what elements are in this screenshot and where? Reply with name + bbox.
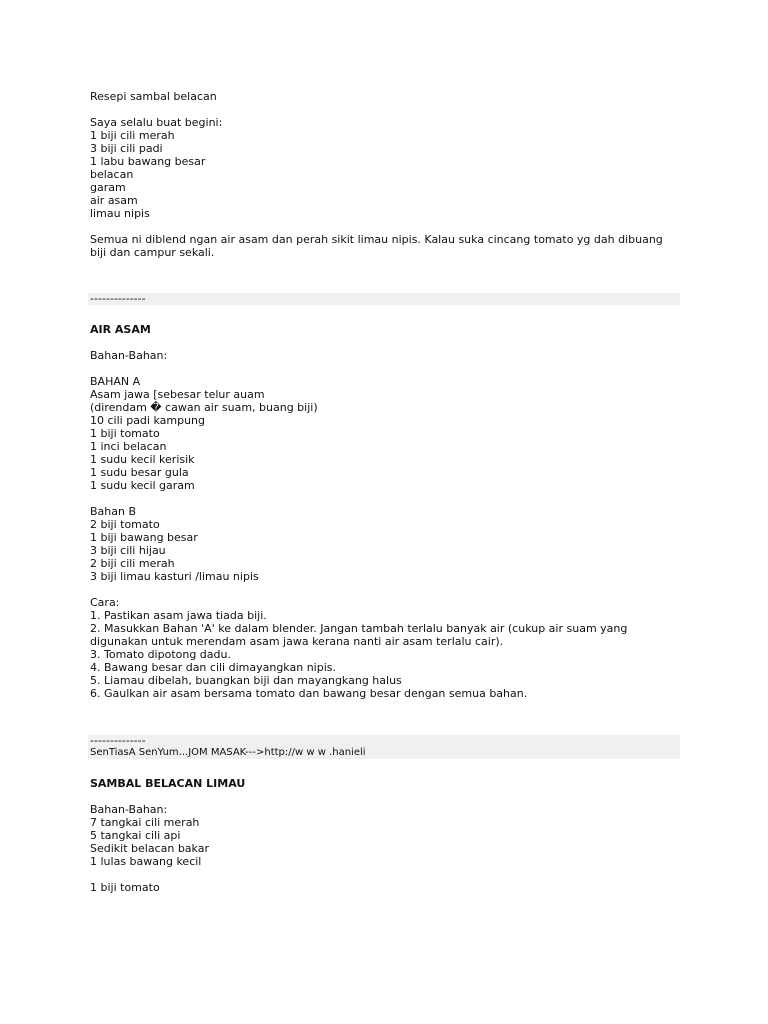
- step-line: digunakan untuk merendam asam jawa kerana nanti air asam terlalu cair).: [90, 635, 504, 648]
- ingredient-line: 1 sudu kecil garam: [90, 479, 195, 492]
- ingredient-line: 7 tangkai cili merah: [90, 816, 200, 829]
- ingredient-line: 2 biji tomato: [90, 518, 160, 531]
- ingredient-line: 1 biji cili merah: [90, 129, 175, 142]
- ingredient-line: 3 biji cili padi: [90, 142, 163, 155]
- step-line: 6. Gaulkan air asam bersama tomato dan bawang besar dengan semua bahan.: [90, 687, 528, 700]
- step-line: 2. Masukkan Bahan 'A' ke dalam blender. Jangan tambah terlalu banyak air (cukup air suam yang: [90, 622, 628, 635]
- ingredient-line: 1 sudu kecil kerisik: [90, 453, 195, 466]
- ingredient-line: 1 inci belacan: [90, 440, 167, 453]
- ingredient-line: 3 biji cili hijau: [90, 544, 166, 557]
- bahan-b-label: Bahan B: [90, 505, 137, 518]
- bahan-label: Bahan-Bahan:: [90, 803, 168, 816]
- separator-band: [88, 293, 680, 305]
- section-heading: AIR ASAM: [90, 323, 151, 336]
- ingredient-line: (direndam � cawan air suam, buang biji): [90, 401, 318, 414]
- separator-dashes: --------------: [90, 292, 146, 305]
- separator-dashes: --------------: [90, 734, 146, 747]
- step-line: 3. Tomato dipotong dadu.: [90, 648, 231, 661]
- ingredient-line: belacan: [90, 168, 134, 181]
- step-line: 5. Liamau dibelah, buangkan biji dan mayangkang halus: [90, 674, 402, 687]
- sambal-limau-section: [90, 777, 680, 894]
- ingredient-line: Asam jawa [sebesar telur auam: [90, 388, 265, 401]
- ingredient-line: limau nipis: [90, 207, 150, 220]
- recipe-title: Resepi sambal belacan: [90, 90, 217, 103]
- ingredient-line: 1 biji tomato: [90, 427, 160, 440]
- ingredient-line: 1 biji tomato: [90, 881, 160, 894]
- ingredient-line: 1 biji bawang besar: [90, 531, 198, 544]
- section-heading: SAMBAL BELACAN LIMAU: [90, 777, 246, 790]
- cara-label: Cara:: [90, 596, 120, 609]
- bahan-label: Bahan-Bahan:: [90, 349, 168, 362]
- step-line: 4. Bawang besar dan cili dimayangkan nipis.: [90, 661, 336, 674]
- step-line: 1. Pastikan asam jawa tiada biji.: [90, 609, 267, 622]
- signature-band: [88, 735, 680, 759]
- ingredient-line: 2 biji cili merah: [90, 557, 175, 570]
- ingredient-line: 10 cili padi kampung: [90, 414, 206, 427]
- ingredient-line: 1 sudu besar gula: [90, 466, 189, 479]
- intro-lead: Saya selalu buat begini:: [90, 116, 223, 129]
- intro-method: Semua ni diblend ngan air asam dan perah sikit limau nipis. Kalau suka cincang tomato yg dah dibuang biji dan campur sekali.: [90, 233, 663, 259]
- ingredient-line: 3 biji limau kasturi /limau nipis: [90, 570, 259, 583]
- ingredient-line: 5 tangkai cili api: [90, 829, 181, 842]
- ingredient-line: garam: [90, 181, 126, 194]
- ingredient-line: Sedikit belacan bakar: [90, 842, 209, 855]
- ingredient-line: air asam: [90, 194, 138, 207]
- intro-section: [90, 90, 680, 259]
- ingredient-line: 1 lulas bawang kecil: [90, 855, 202, 868]
- signature-text: SenTiasA SenYum...JOM MASAK--->http://w w w .hanieli: [90, 747, 366, 758]
- bahan-a-label: BAHAN A: [90, 375, 141, 388]
- air-asam-section: [90, 323, 680, 700]
- ingredient-line: 1 labu bawang besar: [90, 155, 206, 168]
